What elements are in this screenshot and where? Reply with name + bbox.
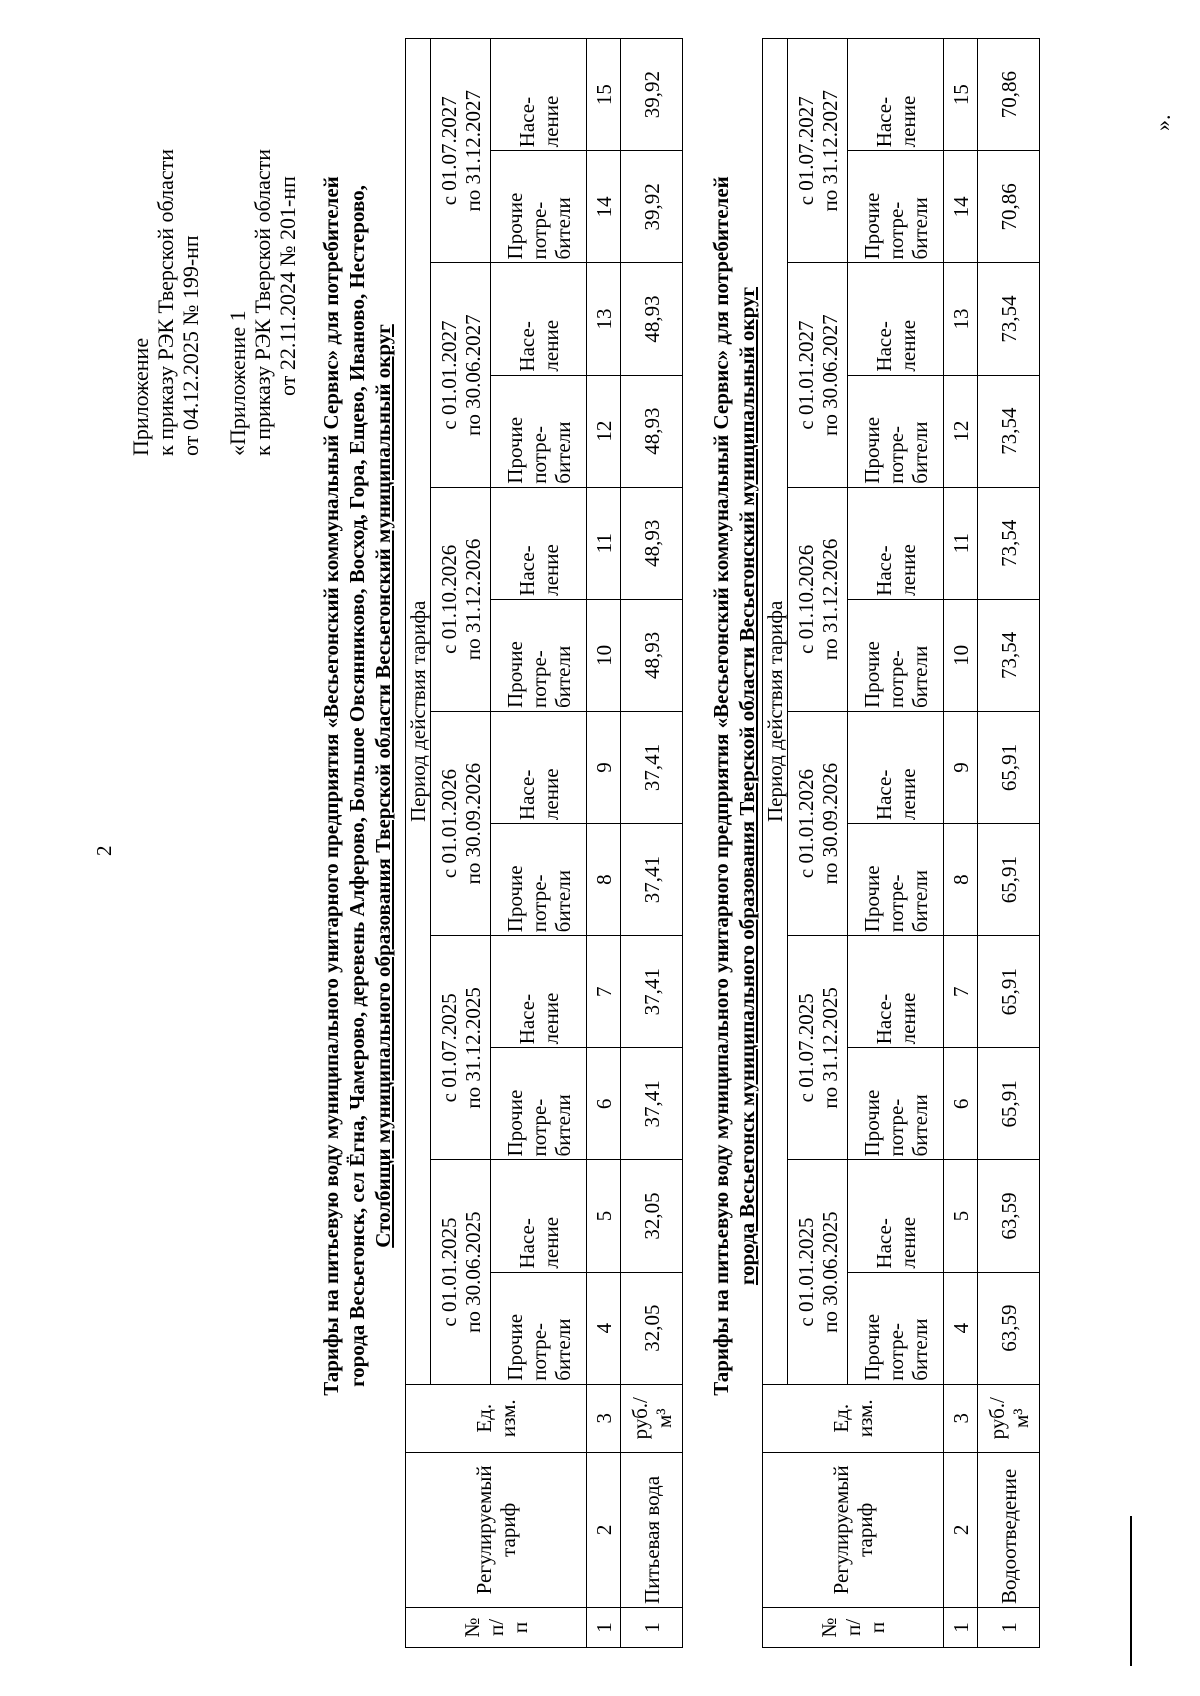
period-cell: с 01.07.2025 по 31.12.2025 xyxy=(788,936,848,1160)
period-cell: с 01.07.2025 по 31.12.2025 xyxy=(431,936,491,1160)
appendix-line: к приказу РЭК Тверской области xyxy=(250,148,275,456)
period-cell: с 01.10.2026 по 31.12.2026 xyxy=(431,487,491,711)
header-unit: Ед. изм. xyxy=(406,1384,587,1452)
header-tariff: Регулируемый тариф xyxy=(406,1452,587,1607)
sub-population: Насе- ление xyxy=(848,1160,944,1272)
unit: руб./м³ xyxy=(978,1384,1040,1452)
page-number: 2 xyxy=(92,845,116,856)
sub-other: Прочие потре- бители xyxy=(848,375,944,487)
sub-other: Прочие потре- бители xyxy=(491,599,587,711)
header-no: № п/ п xyxy=(406,1607,587,1647)
sub-population: Насе- ление xyxy=(848,487,944,599)
sub-population: Насе- ление xyxy=(491,39,587,151)
sub-other: Прочие потре- бители xyxy=(848,1272,944,1384)
sub-population: Насе- ление xyxy=(848,263,944,375)
sub-population: Насе- ление xyxy=(491,711,587,823)
header-period: Период действия тарифа xyxy=(763,39,788,1385)
header-period: Период действия тарифа xyxy=(406,39,431,1385)
tariff-name: Водоотведение xyxy=(978,1452,1040,1607)
period-cell: с 01.01.2025 по 30.06.2025 xyxy=(788,1160,848,1384)
table2 xyxy=(762,38,1040,1648)
appendix-block xyxy=(128,149,300,456)
closing-quote: ». xyxy=(1150,114,1175,131)
sub-other: Прочие потре- бители xyxy=(491,1048,587,1160)
sub-other: Прочие потре- бители xyxy=(491,1272,587,1384)
sub-population: Насе- ление xyxy=(491,263,587,375)
unit: руб./м³ xyxy=(621,1384,683,1452)
sub-other: Прочие потре- бители xyxy=(848,599,944,711)
sub-population: Насе- ление xyxy=(848,711,944,823)
header-tariff: Регулируемый тариф xyxy=(763,1452,944,1607)
appendix-line: «Приложение 1 xyxy=(225,310,250,456)
sub-other: Прочие потре- бители xyxy=(848,1048,944,1160)
column-number-row: 1 2 3 4 5 6 7 8 9 10 11 12 13 14 15 xyxy=(587,39,621,1648)
sub-population: Насе- ление xyxy=(848,39,944,151)
sub-other: Прочие потре- бители xyxy=(491,375,587,487)
tariff-name: Питьевая вода xyxy=(621,1452,683,1607)
sub-population: Насе- ление xyxy=(848,936,944,1048)
header-unit: Ед. изм. xyxy=(763,1384,944,1452)
period-cell: с 01.01.2025 по 30.06.2025 xyxy=(431,1160,491,1384)
column-number-row: 1 2 3 4 5 6 7 8 9 10 11 12 13 14 15 xyxy=(944,39,978,1648)
table-row: 1 Водоотведение руб./м³ 63,59 63,59 65,91 65,91 65,91 65,91 73,54 73,54 73,54 73,54 70,86 70,86 xyxy=(978,39,1040,1648)
period-cell: с 01.07.2027 по 31.12.2027 xyxy=(431,39,491,263)
sub-other: Прочие потре- бители xyxy=(848,151,944,263)
footnote-separator xyxy=(1130,1516,1132,1666)
period-cell: с 01.01.2026 по 30.09.2026 xyxy=(788,711,848,935)
table1 xyxy=(405,38,683,1648)
period-cell: с 01.01.2026 по 30.09.2026 xyxy=(431,711,491,935)
period-cell: с 01.01.2027 по 30.06.2027 xyxy=(788,263,848,487)
sub-other: Прочие потре- бители xyxy=(491,824,587,936)
header-no: № п/ п xyxy=(763,1607,944,1647)
appendix-line: от 22.11.2024 № 201-нп xyxy=(275,176,300,396)
sub-population: Насе- ление xyxy=(491,487,587,599)
sub-population: Насе- ление xyxy=(491,936,587,1048)
appendix-line: к приказу РЭК Тверской области xyxy=(153,148,178,456)
table1-title: Тарифы на питьевую воду муниципального унитарного предприятия «Весьегонский коммунальный Сервис» для потребителей города Весьегонск, сел Ёгна, Чамерово, деревень Алферово, Большое Овсянниково, Восход, Гора, Ещево, Иваново, Нестерово, Столбищи муниципального образования Тверской области Весьегонский муниципальный округ xyxy=(319,176,395,1396)
period-cell: с 01.07.2027 по 31.12.2027 xyxy=(788,39,848,263)
period-cell: с 01.10.2026 по 31.12.2026 xyxy=(788,487,848,711)
table2-title: Тарифы на питьевую воду муниципального унитарного предприятия «Весьегонский коммунальный Сервис» для потребителей города Весьегонск муниципального образования Тверской области Весьегонский муниципальный округ xyxy=(709,176,759,1396)
appendix-line: Приложение xyxy=(128,337,153,456)
sub-other: Прочие потре- бители xyxy=(848,824,944,936)
sub-other: Прочие потре- бители xyxy=(491,151,587,263)
sub-population: Насе- ление xyxy=(491,1160,587,1272)
table-row: 1 Питьевая вода руб./м³ 32,05 32,05 37,41 37,41 37,41 37,41 48,93 48,93 48,93 48,93 39,92 39,92 xyxy=(621,39,683,1648)
period-cell: с 01.01.2027 по 30.06.2027 xyxy=(431,263,491,487)
appendix-line: от 04.12.2025 № 199-нп xyxy=(178,235,203,456)
